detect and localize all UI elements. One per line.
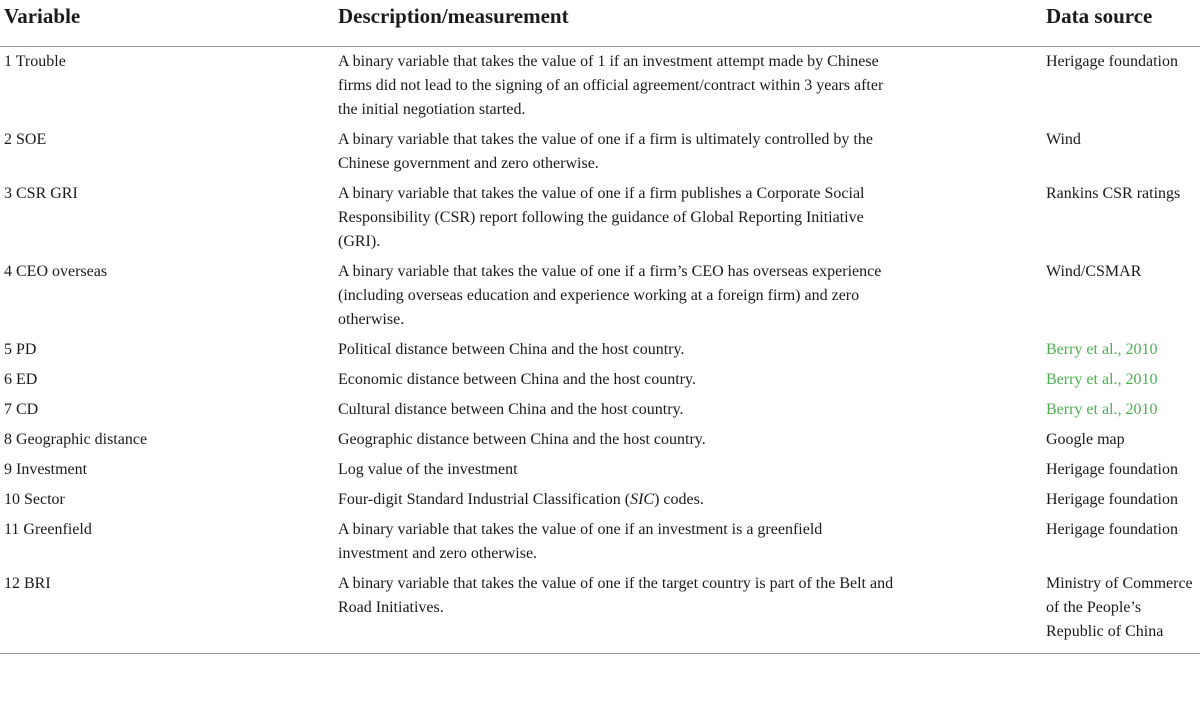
cell-description: Economic distance between China and the host country. xyxy=(338,371,696,388)
table-row xyxy=(0,125,1200,179)
table-row xyxy=(0,485,1200,515)
table-row xyxy=(0,365,1200,395)
cell-description: A binary variable that takes the value of one if a firm publishes a Corporate Social Responsibility (CSR) report following the guidance of Global Reporting Initiative (GRI). xyxy=(338,185,865,250)
table-row xyxy=(0,425,1200,455)
cell-description: A binary variable that takes the value of one if a firm’s CEO has overseas experience (including overseas education and experience working at a foreign firm) and zero otherwise. xyxy=(338,263,882,328)
cell-description: Cultural distance between China and the host country. xyxy=(338,401,684,418)
header-row xyxy=(0,0,1200,47)
cell-variable: 1 Trouble xyxy=(4,53,66,70)
description-emphasis: SIC xyxy=(630,491,655,508)
table-body xyxy=(0,47,1200,654)
table-row xyxy=(0,47,1200,126)
cell-variable: 6 ED xyxy=(4,371,38,388)
cell-variable: 2 SOE xyxy=(4,131,47,148)
cell-variable: 5 PD xyxy=(4,341,37,358)
table-row xyxy=(0,257,1200,335)
table-row xyxy=(0,515,1200,569)
cell-variable: 8 Geographic distance xyxy=(4,431,148,448)
header-variable: Variable xyxy=(0,0,338,47)
cell-description: Geographic distance between China and the host country. xyxy=(338,431,706,448)
cell-source: Herigage foundation xyxy=(1046,461,1178,478)
cell-description xyxy=(338,485,1046,515)
cell-source: Google map xyxy=(1046,431,1125,448)
description-text: Four-digit Standard Industrial Classification ( xyxy=(338,491,631,508)
table-header xyxy=(0,0,1200,47)
table-row xyxy=(0,395,1200,425)
cell-variable: 7 CD xyxy=(4,401,39,418)
cell-variable: 4 CEO overseas xyxy=(4,263,108,280)
cell-description: A binary variable that takes the value of one if a firm is ultimately controlled by the Chinese government and zero otherwise. xyxy=(338,131,873,172)
cell-variable: 10 Sector xyxy=(4,491,65,508)
cell-description: A binary variable that takes the value of 1 if an investment attempt made by Chinese firms did not lead to the signing of an official agreement/contract within 3 years after the initial negotiation started. xyxy=(338,53,884,118)
cell-variable: 12 BRI xyxy=(0,569,338,654)
table-row xyxy=(0,455,1200,485)
cell-variable: 3 CSR GRI xyxy=(4,185,78,202)
cell-description: A binary variable that takes the value of one if the target country is part of the Belt and Road Initiatives. xyxy=(338,569,1046,654)
cell-description: Political distance between China and the host country. xyxy=(338,341,685,358)
cell-source: Herigage foundation xyxy=(1046,521,1178,538)
description-text: ) codes. xyxy=(654,491,704,508)
cell-source-link[interactable]: Berry et al., 2010 xyxy=(1046,341,1158,358)
cell-source: Ministry of Commerce of the People’s Republic of China xyxy=(1046,569,1200,654)
cell-variable: 9 Investment xyxy=(4,461,88,478)
cell-source: Wind/CSMAR xyxy=(1046,263,1142,280)
cell-description: Log value of the investment xyxy=(338,461,518,478)
header-description: Description/measurement xyxy=(338,0,1046,47)
cell-source: Herigage foundation xyxy=(1046,53,1178,70)
table-row xyxy=(0,179,1200,257)
cell-source: Wind xyxy=(1046,131,1081,148)
header-source: Data source xyxy=(1046,0,1200,47)
cell-source: Rankins CSR ratings xyxy=(1046,185,1181,202)
table-row xyxy=(0,335,1200,365)
cell-source-link[interactable]: Berry et al., 2010 xyxy=(1046,371,1158,388)
cell-variable: 11 Greenfield xyxy=(4,521,92,538)
cell-source: Herigage foundation xyxy=(1046,491,1178,508)
cell-description: A binary variable that takes the value of one if an investment is a greenfield investment and zero otherwise. xyxy=(338,521,823,562)
table-row xyxy=(0,569,1200,654)
cell-source-link[interactable]: Berry et al., 2010 xyxy=(1046,401,1158,418)
